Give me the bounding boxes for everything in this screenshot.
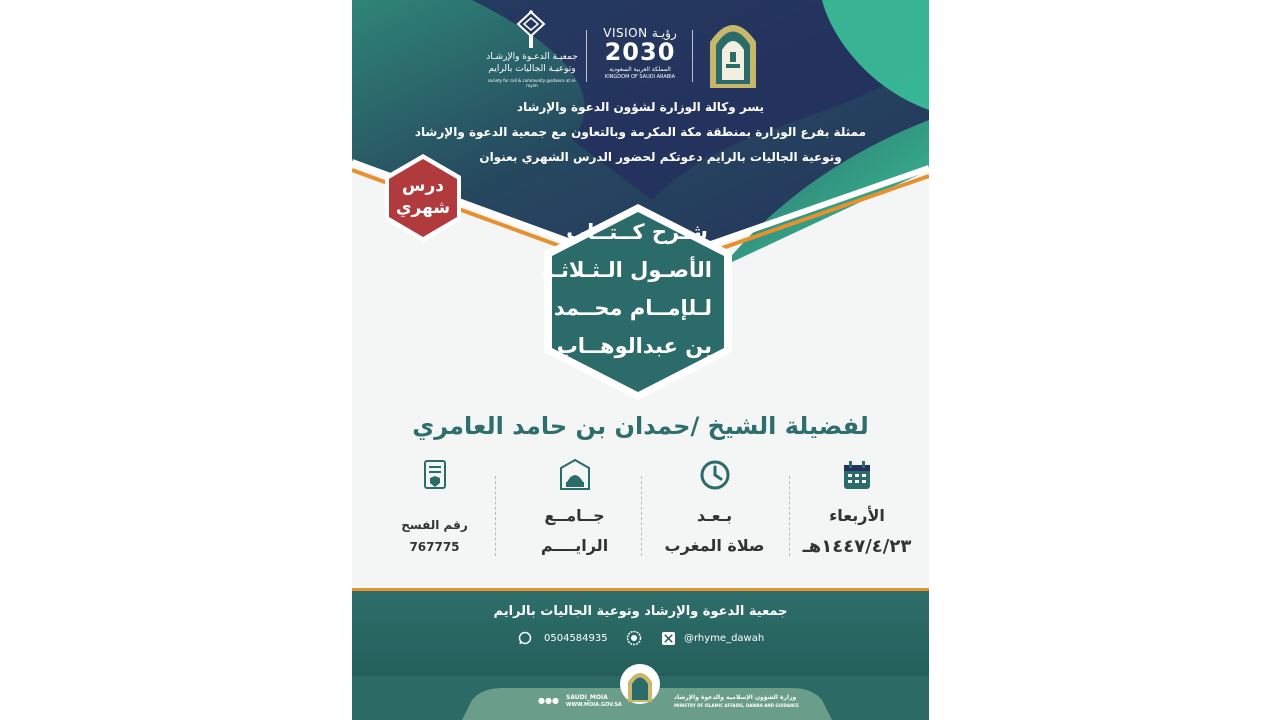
society-name-line2: وتوعيـة الجاليات بالرايم	[488, 64, 576, 74]
time-label: بـعـد	[696, 506, 733, 525]
society-name-line1: جمعيـة الدعـوة والإرشـاد	[486, 52, 578, 62]
info-permit	[382, 458, 487, 568]
calendar-icon	[840, 458, 874, 492]
vision-label: VISION رؤيـة	[603, 26, 677, 40]
intro-line-2: ممثلة بفرع الوزارة بمنطقة مكة المكرمة وبالتعاون مع جمعية الدعوة والإرشاد	[414, 125, 867, 139]
society-seal-icon	[626, 630, 642, 646]
vision-country-ar: المملكة العربية السعودية	[609, 66, 671, 73]
lesson-title-line-2: الأصـول الـثـلاثـة	[541, 258, 712, 282]
badge-line-1: درس	[402, 176, 444, 196]
date-value: ١٤٤٧/٤/٢٣هـ	[802, 536, 912, 557]
clock-icon	[698, 458, 732, 492]
footer-org-name: جمعية الدعوة والإرشاد وتوعية الجاليات بالرايم	[493, 604, 788, 619]
society-logo	[482, 8, 582, 88]
lesson-title-line-3: لـلإمــام محــمد	[553, 296, 712, 320]
calligraphy-emblem-icon	[516, 10, 546, 50]
mosque-icon	[558, 458, 592, 492]
logo-divider	[692, 30, 693, 82]
ministry-bottom-bar	[352, 676, 929, 720]
permit-label: رقم الفسح	[401, 518, 468, 532]
info-divider	[789, 476, 790, 556]
lesson-title-line-4: بن عبدالوهــاب	[556, 334, 712, 358]
certificate-icon	[418, 458, 452, 492]
vision-country-en: KINGDOM OF SAUDI ARABIA	[604, 74, 676, 80]
moia-site: WWW.MOIA.GOV.SA	[566, 702, 622, 708]
social-handle[interactable]: @rhyme_dawah	[684, 633, 765, 644]
sheikh-name: لفضيلة الشيخ /حمدان بن حامد العامري	[412, 412, 869, 440]
vision-2030-logo	[592, 20, 688, 82]
info-place	[512, 458, 637, 568]
contact-row	[352, 630, 929, 650]
mosque-emblem-icon	[618, 662, 662, 706]
info-date	[792, 458, 922, 568]
whatsapp-icon[interactable]	[518, 631, 532, 645]
ministry-name-en: MINISTRY OF ISLAMIC AFFAIRS, DAWAH AND GUIDANCE	[674, 703, 799, 708]
vision-year: 2030	[604, 38, 676, 66]
info-divider	[495, 476, 496, 556]
info-time	[652, 458, 777, 568]
info-divider	[641, 476, 642, 556]
ministry-name-ar: وزارة الشؤون الإسلامية والدعوة والإرشاد	[674, 694, 797, 701]
place-label: جــامــع	[544, 506, 605, 525]
lesson-title-line-1: شـرح كــتــاب	[566, 220, 708, 244]
header-logos	[482, 8, 762, 88]
event-poster	[352, 0, 929, 720]
place-value: الرايــــم	[540, 536, 609, 555]
time-value: صلاة المغرب	[664, 536, 765, 555]
intro-line-1: يسر وكالة الوزارة لشؤون الدعوة والإرشاد	[516, 100, 765, 114]
date-day: الأربعاء	[829, 506, 885, 525]
intro-line-3: وتوعية الجاليات بالرايم دعوتكم لحضور الدرس الشهري بعنوان	[479, 150, 842, 164]
society-name-en: society for call & community guidance at al-rayim	[487, 78, 577, 88]
badge-line-2: شهري	[395, 198, 451, 218]
phone-number[interactable]: 0504584935	[544, 633, 608, 644]
permit-number: 767775	[409, 540, 460, 554]
x-logo-icon[interactable]	[662, 632, 675, 645]
moia-handle: SAUDI_MOIA	[566, 694, 608, 701]
social-icons: ●●●	[538, 696, 559, 705]
mosque-emblem-icon	[704, 12, 762, 88]
logo-divider	[586, 30, 587, 82]
